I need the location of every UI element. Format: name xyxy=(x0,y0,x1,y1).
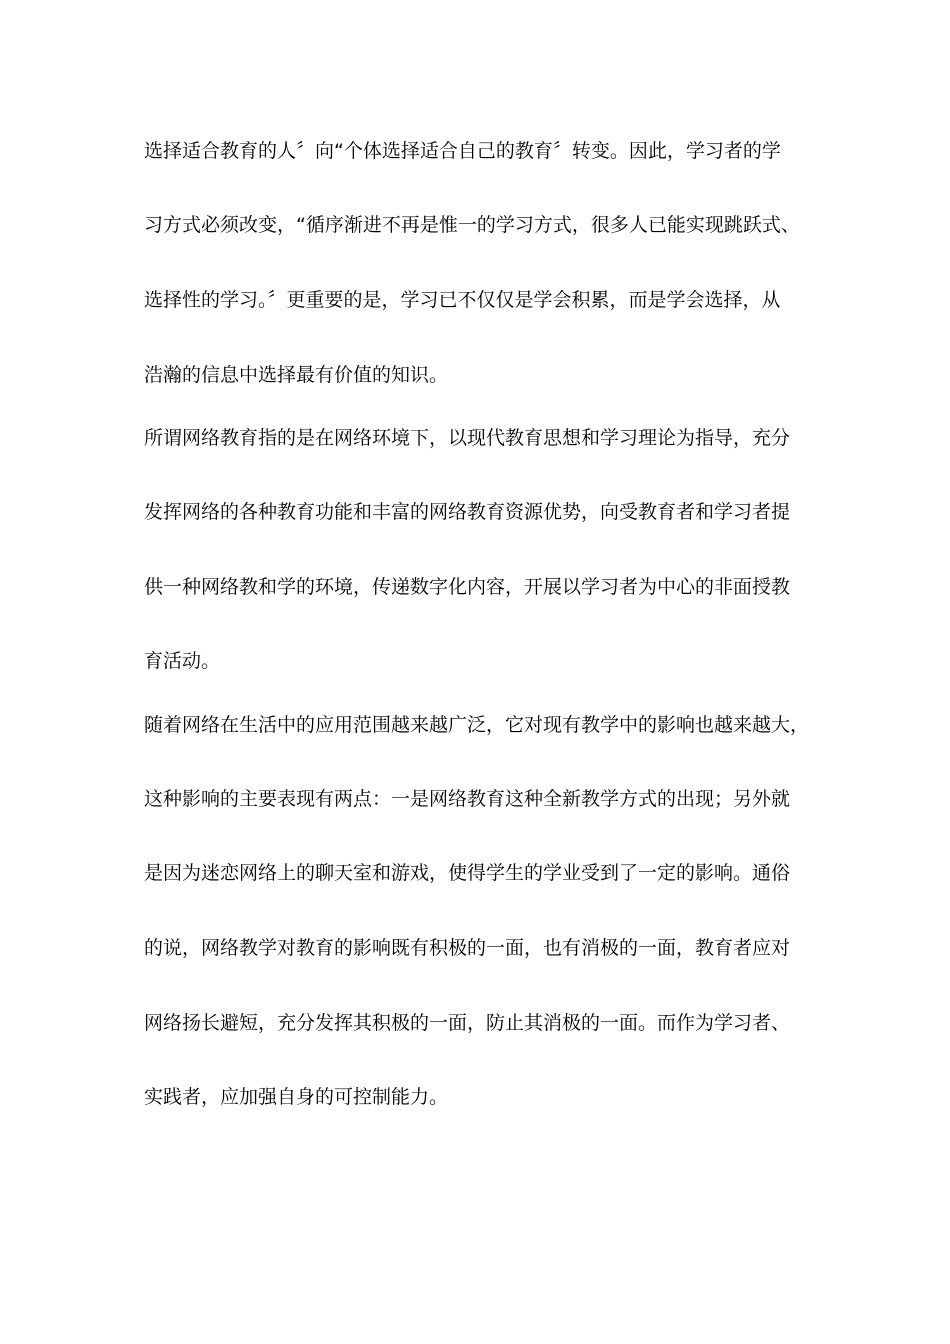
paragraph-2-line-4: 育活动。 xyxy=(144,650,221,672)
paragraph-1-line-1: 选择适合教育的人〞向“个体选择适合自己的教育〞转变。因此，学习者的学 xyxy=(144,140,781,162)
paragraph-1-line-2: 习方式必须改变，“循序渐进不再是惟一的学习方式，很多人已能实现跳跃式、 xyxy=(144,214,800,236)
paragraph-2-line-3: 供一种网络教和学的环境，传递数字化内容，开展以学习者为中心的非面授教 xyxy=(144,576,791,598)
paragraph-1-line-4: 浩瀚的信息中选择最有价值的知识。 xyxy=(144,364,449,386)
paragraph-3-line-1: 随着网络在生活中的应用范围越来越广泛，它对现有教学中的影响也越来越大， xyxy=(144,714,810,736)
paragraph-3-line-4: 的说，网络教学对教育的影响既有积极的一面，也有消极的一面，教育者应对 xyxy=(144,937,791,959)
paragraph-3-line-3: 是因为迷恋网络上的聊天室和游戏，使得学生的学业受到了一定的影响。通俗 xyxy=(144,862,791,884)
paragraph-2-line-1: 所谓网络教育指的是在网络环境下，以现代教育思想和学习理论为指导，充分 xyxy=(144,427,791,449)
paragraph-3-line-2: 这种影响的主要表现有两点：一是网络教育这种全新教学方式的出现；另外就 xyxy=(144,788,791,810)
paragraph-2-line-2: 发挥网络的各种教育功能和丰富的网络教育资源优势，向受教育者和学习者提 xyxy=(144,501,791,523)
paragraph-3-line-6: 实践者，应加强自身的可控制能力。 xyxy=(144,1086,449,1108)
paragraph-3-line-5: 网络扬长避短，充分发挥其积极的一面，防止其消极的一面。而作为学习者、 xyxy=(144,1012,791,1034)
paragraph-1-line-3: 选择性的学习。〞更重要的是，学习已不仅仅是学会积累，而是学会选择，从 xyxy=(144,289,781,311)
